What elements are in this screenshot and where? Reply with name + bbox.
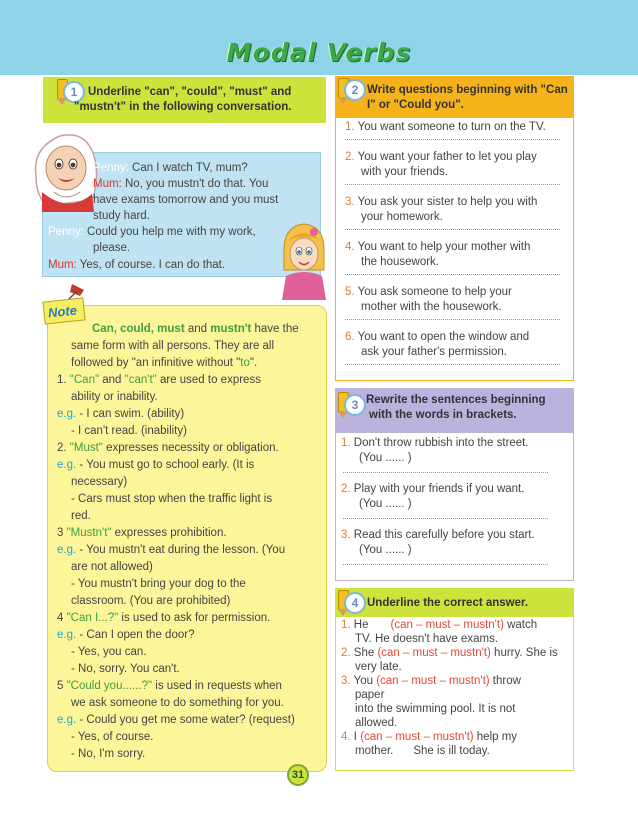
question-text: You want to help your mother with	[354, 241, 531, 253]
answer-line	[343, 518, 548, 519]
speaker-mum: Mum:	[93, 178, 122, 190]
note-line	[71, 644, 146, 661]
note-text: ability or inability.	[71, 391, 158, 403]
note-keyword: "can't"	[124, 374, 157, 386]
note-line	[57, 712, 295, 729]
note-text: - I can't read. (inability)	[71, 425, 187, 437]
exercise4-number: 4	[344, 592, 366, 614]
question-text	[355, 660, 402, 675]
note-text: - Yes, you can.	[71, 646, 147, 658]
question-number: 3.	[341, 675, 351, 687]
question-text: the housework.	[361, 256, 439, 268]
note-line	[57, 372, 261, 389]
question-line	[341, 528, 535, 543]
question-number: 3.	[341, 529, 351, 541]
question-line	[345, 240, 530, 255]
note-text: - Cars must stop when the traffic light is	[71, 493, 273, 505]
blonde-girl-illustration	[278, 220, 330, 300]
note-text: is used to ask for permission.	[118, 612, 271, 624]
note-text: and	[99, 374, 125, 386]
dialogue-text: Could you help me with my work,	[83, 226, 256, 238]
question-text: She	[350, 647, 378, 659]
question-text: mother with the housework.	[361, 301, 502, 313]
note-item-number: 2.	[57, 442, 70, 454]
dialogue-text: No, you mustn't do that. You	[121, 178, 269, 190]
question-text	[355, 688, 384, 703]
note-line	[71, 576, 246, 593]
exercise1-number: 1	[63, 81, 85, 103]
speaker-penny: Penny:	[93, 162, 129, 174]
answer-line	[345, 319, 560, 320]
note-text: is used in requests when	[152, 680, 282, 692]
dialogue-line	[93, 161, 248, 176]
question-text: Read this carefully before you start.	[350, 529, 535, 541]
page-title: Modal Verbs	[226, 38, 412, 67]
dialogue-text: study hard.	[93, 210, 150, 222]
question-text: He	[350, 619, 369, 631]
question-text: into the swimming pool. It is not	[355, 703, 516, 715]
question-number: 1.	[341, 437, 351, 449]
exercise3-number: 3	[344, 394, 366, 416]
question-number: 5.	[345, 286, 355, 298]
note-line	[57, 457, 254, 474]
note-text: - You must go to school early. (It is	[76, 459, 255, 471]
exercise2-number: 2	[344, 79, 366, 101]
note-line	[71, 559, 153, 576]
question-number: 3.	[345, 196, 355, 208]
example-label: e.g.	[57, 544, 77, 556]
question-number: 1.	[341, 619, 351, 631]
note-keyword: "Can I...?"	[66, 612, 119, 624]
dialogue-line	[48, 225, 256, 240]
note-text: necessary)	[71, 476, 128, 488]
note-text: are used to express	[156, 374, 261, 386]
question-text: Play with your friends if you want.	[350, 483, 525, 495]
question-text: You	[350, 675, 377, 687]
question-text: your homework.	[361, 211, 443, 223]
exercise2-instruction-line1: Write questions beginning with "Can	[367, 84, 568, 96]
note-intro-line2: same form with all persons. They are all	[71, 340, 275, 352]
dialogue-text: please.	[93, 242, 131, 254]
note-line	[71, 661, 180, 678]
question-line	[345, 195, 537, 210]
note-line	[71, 508, 91, 525]
note-keyword: "Can"	[69, 374, 100, 386]
question-text	[355, 744, 490, 759]
answer-choices: (can – must – mustn't)	[377, 647, 491, 659]
question-text: (You ...... )	[359, 498, 412, 510]
answer-line	[345, 184, 560, 185]
note-text: red.	[71, 510, 91, 522]
question-text: help my	[473, 731, 518, 743]
question-text: throw	[489, 675, 521, 687]
note-text: followed by "an infinitive without "	[71, 357, 241, 369]
question-text: You want someone to turn on the TV.	[354, 121, 546, 133]
dialogue-text: have exams tomorrow and you must	[93, 194, 279, 206]
answer-line	[345, 364, 560, 365]
note-line	[71, 695, 284, 712]
note-text: - You mustn't bring your dog to the	[71, 578, 246, 590]
question-line	[341, 436, 529, 451]
note-line	[71, 593, 230, 610]
note-item-number: 3	[57, 527, 67, 539]
answer-line	[345, 229, 560, 230]
note-item-number: 5	[57, 680, 67, 692]
dialogue-line	[93, 177, 268, 192]
note-text: - Could you get me some water? (request)	[76, 714, 295, 726]
note-intro-line1	[92, 321, 299, 338]
note-text: expresses prohibition.	[111, 527, 227, 539]
question-line	[341, 730, 517, 745]
question-line	[341, 482, 524, 497]
note-item-number: 1.	[57, 374, 70, 386]
exercise1-instruction-line2: "mustn't" in the following conversation.	[74, 101, 292, 113]
note-line	[57, 610, 270, 627]
note-keyword: "Must"	[69, 442, 103, 454]
question-line	[345, 330, 529, 345]
note-text: expresses necessity or obligation.	[102, 442, 279, 454]
note-line	[57, 525, 227, 542]
dialogue-line	[48, 258, 225, 273]
exercise1-instruction-line1: Underline "can", "could", "must" and	[88, 86, 292, 98]
question-line	[345, 120, 546, 135]
question-text: with your friends.	[361, 166, 448, 178]
note-line	[57, 678, 282, 695]
question-text: allowed.	[355, 717, 398, 729]
dialogue-text: Can I watch TV, mum?	[128, 162, 248, 174]
question-text: You want your father to let you play	[354, 151, 537, 163]
exercise4-instruction: Underline the correct answer.	[367, 597, 529, 609]
answer-line	[345, 139, 560, 140]
note-text: have the	[251, 323, 299, 335]
example-label: e.g.	[57, 459, 77, 471]
answer-choices: (can – must – mustn't)	[376, 675, 490, 687]
question-text: hurry. She is	[490, 647, 558, 659]
question-text: ask your father's permission.	[361, 346, 508, 358]
question-text: very late.	[355, 661, 402, 673]
question-text: You ask your sister to help you with	[354, 196, 538, 208]
example-label: e.g.	[57, 408, 77, 420]
note-line	[57, 627, 194, 644]
question-text	[355, 632, 498, 647]
note-text: - No, I'm sorry.	[71, 748, 146, 760]
question-line	[345, 285, 512, 300]
question-text: You ask someone to help your	[354, 286, 512, 298]
question-line	[341, 674, 521, 689]
note-keyword: "Mustn't"	[66, 527, 112, 539]
question-number: 4.	[345, 241, 355, 253]
note-text: - Can I open the door?	[76, 629, 195, 641]
speaker-penny: Penny:	[48, 226, 84, 238]
answer-choices: (can – must – mustn't)	[360, 731, 474, 743]
note-text: - Yes, of course.	[71, 731, 154, 743]
note-intro-line3	[71, 355, 257, 372]
question-text: TV. He doesn't have exams.	[355, 633, 499, 645]
note-line	[71, 729, 153, 746]
answer-choices: (can – must – mustn't)	[390, 619, 504, 631]
note-label: Note	[47, 302, 78, 321]
note-line	[71, 389, 158, 406]
note-line	[57, 542, 285, 559]
note-to: to	[240, 357, 250, 369]
question-number: 4.	[341, 731, 351, 743]
question-number: 2.	[341, 483, 351, 495]
question-number: 6.	[345, 331, 355, 343]
note-text: are not allowed)	[71, 561, 153, 573]
note-text: and	[184, 323, 211, 335]
question-text: watch	[503, 619, 538, 631]
note-line	[57, 440, 279, 457]
exercise2-instruction-line2: I" or "Could you".	[367, 99, 464, 111]
page-number: 31	[287, 764, 309, 786]
note-line	[71, 491, 272, 508]
note-text: - No, sorry. You can't.	[71, 663, 180, 675]
example-label: e.g.	[57, 714, 77, 726]
question-number: 2.	[345, 151, 355, 163]
note-modal-list: Can, could, must	[92, 323, 185, 335]
note-text: - You mustn't eat during the lesson. (You	[76, 544, 286, 556]
question-text: mother.	[355, 745, 394, 757]
example-label: e.g.	[57, 629, 77, 641]
exercise3-instruction-line1: Rewrite the sentences beginning	[366, 394, 546, 406]
question-number: 1.	[345, 121, 355, 133]
note-line	[71, 474, 127, 491]
note-line	[57, 406, 184, 423]
question-text: paper	[355, 689, 385, 701]
question-text: (You ...... )	[359, 452, 412, 464]
note-text: ".	[249, 357, 258, 369]
question-line	[341, 618, 537, 633]
exercise3-instruction-line2: with the words in brackets.	[369, 409, 517, 421]
note-item-number: 4	[57, 612, 67, 624]
note-text: we ask someone to do something for you.	[71, 697, 284, 709]
question-line	[341, 646, 558, 661]
note-mustnt: mustn't	[210, 323, 252, 335]
question-line	[345, 150, 537, 165]
dialogue-text: Yes, of course. I can do that.	[76, 259, 226, 271]
question-text: I	[350, 731, 361, 743]
note-line	[71, 423, 187, 440]
question-text: Don't throw rubbish into the street.	[350, 437, 529, 449]
question-number: 2.	[341, 647, 351, 659]
question-text: (You ...... )	[359, 544, 412, 556]
answer-line	[343, 564, 548, 565]
note-line	[71, 746, 145, 763]
speaker-mum: Mum:	[48, 259, 77, 271]
question-text: You want to open the window and	[354, 331, 530, 343]
note-text: - I can swim. (ability)	[76, 408, 185, 420]
answer-line	[345, 274, 560, 275]
note-keyword: "Could you......?"	[66, 680, 153, 692]
question-text: She is ill today.	[413, 745, 490, 757]
note-text: classroom. (You are prohibited)	[71, 595, 231, 607]
answer-line	[343, 472, 548, 473]
